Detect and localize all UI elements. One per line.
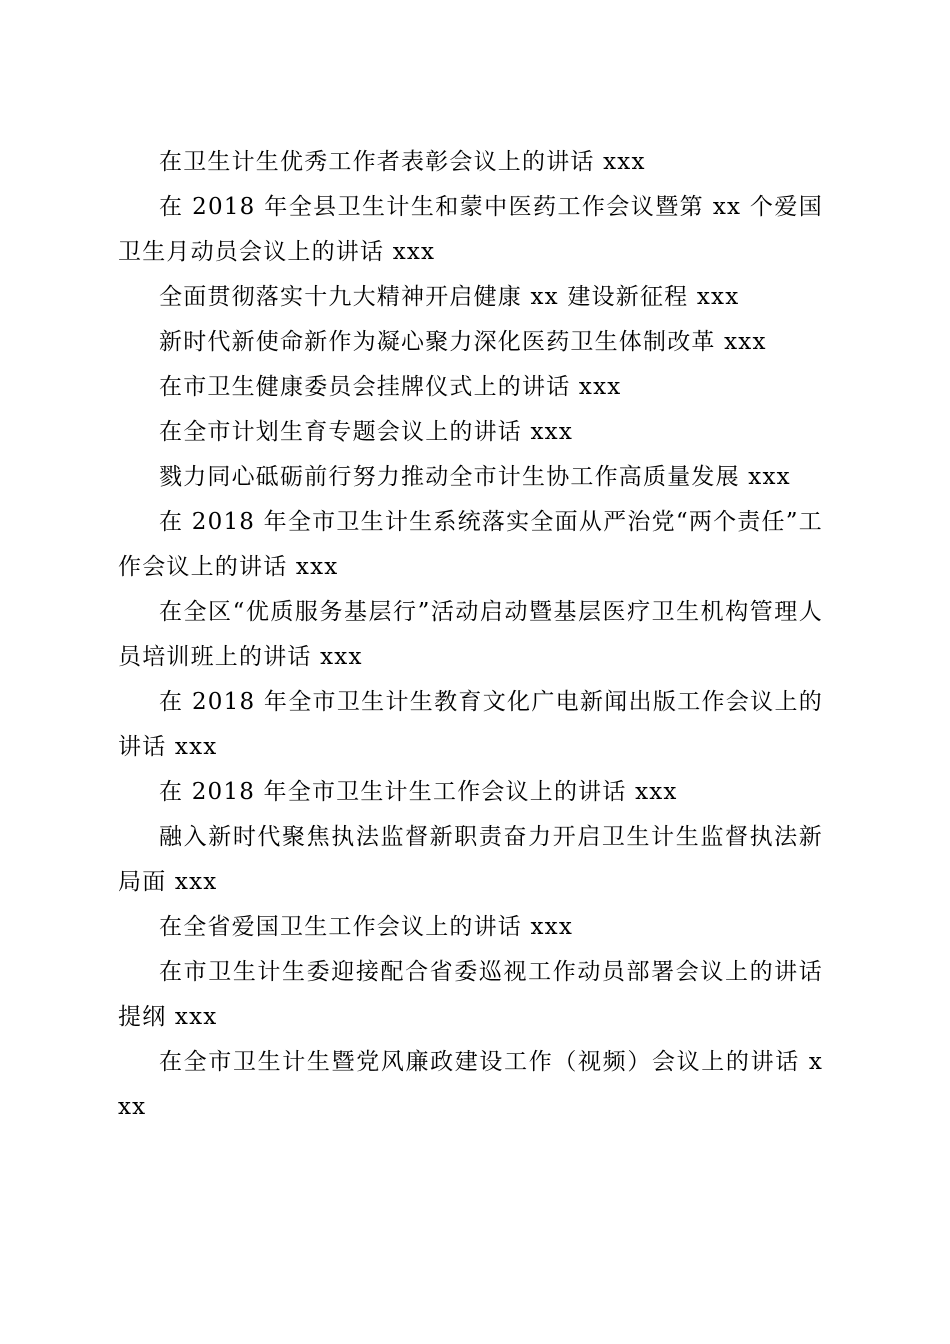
list-item: 在全市卫生计生暨党风廉政建设工作（视频）会议上的讲话 xxx <box>118 1049 823 1120</box>
list-item: 在全省爱国卫生工作会议上的讲话 xxx <box>159 914 574 940</box>
list-item: 戮力同心砥砺前行努力推动全市计生协工作高质量发展 xxx <box>159 464 791 490</box>
list-item: 在 2018 年全市卫生计生教育文化广电新闻出版工作会议上的讲话 xxx <box>118 689 823 760</box>
list-item: 在 2018 年全市卫生计生系统落实全面从严治党“两个责任”工作会议上的讲话 xxx <box>118 509 823 580</box>
list-item: 全面贯彻落实十九大精神开启健康 xx 建设新征程 xxx <box>159 284 740 310</box>
list-item: 在全区“优质服务基层行”活动启动暨基层医疗卫生机构管理人员培训班上的讲话 xxx <box>118 599 823 670</box>
list-item: 在卫生计生优秀工作者表彰会议上的讲话 xxx <box>159 149 646 175</box>
list-item: 在全市计划生育专题会议上的讲话 xxx <box>159 419 574 445</box>
list-item: 在市卫生健康委员会挂牌仪式上的讲话 xxx <box>159 374 622 400</box>
list-item: 融入新时代聚焦执法监督新职责奋力开启卫生计生监督执法新局面 xxx <box>118 824 823 895</box>
list-item: 新时代新使命新作为凝心聚力深化医药卫生体制改革 xxx <box>159 329 767 355</box>
list-item: 在 2018 年全市卫生计生工作会议上的讲话 xxx <box>159 779 678 805</box>
list-item: 在市卫生计生委迎接配合省委巡视工作动员部署会议上的讲话提纲 xxx <box>118 959 823 1030</box>
list-item: 在 2018 年全县卫生计生和蒙中医药工作会议暨第 xx 个爱国卫生月动员会议上的讲话 xxx <box>118 194 823 265</box>
document-page <box>118 140 823 1130</box>
